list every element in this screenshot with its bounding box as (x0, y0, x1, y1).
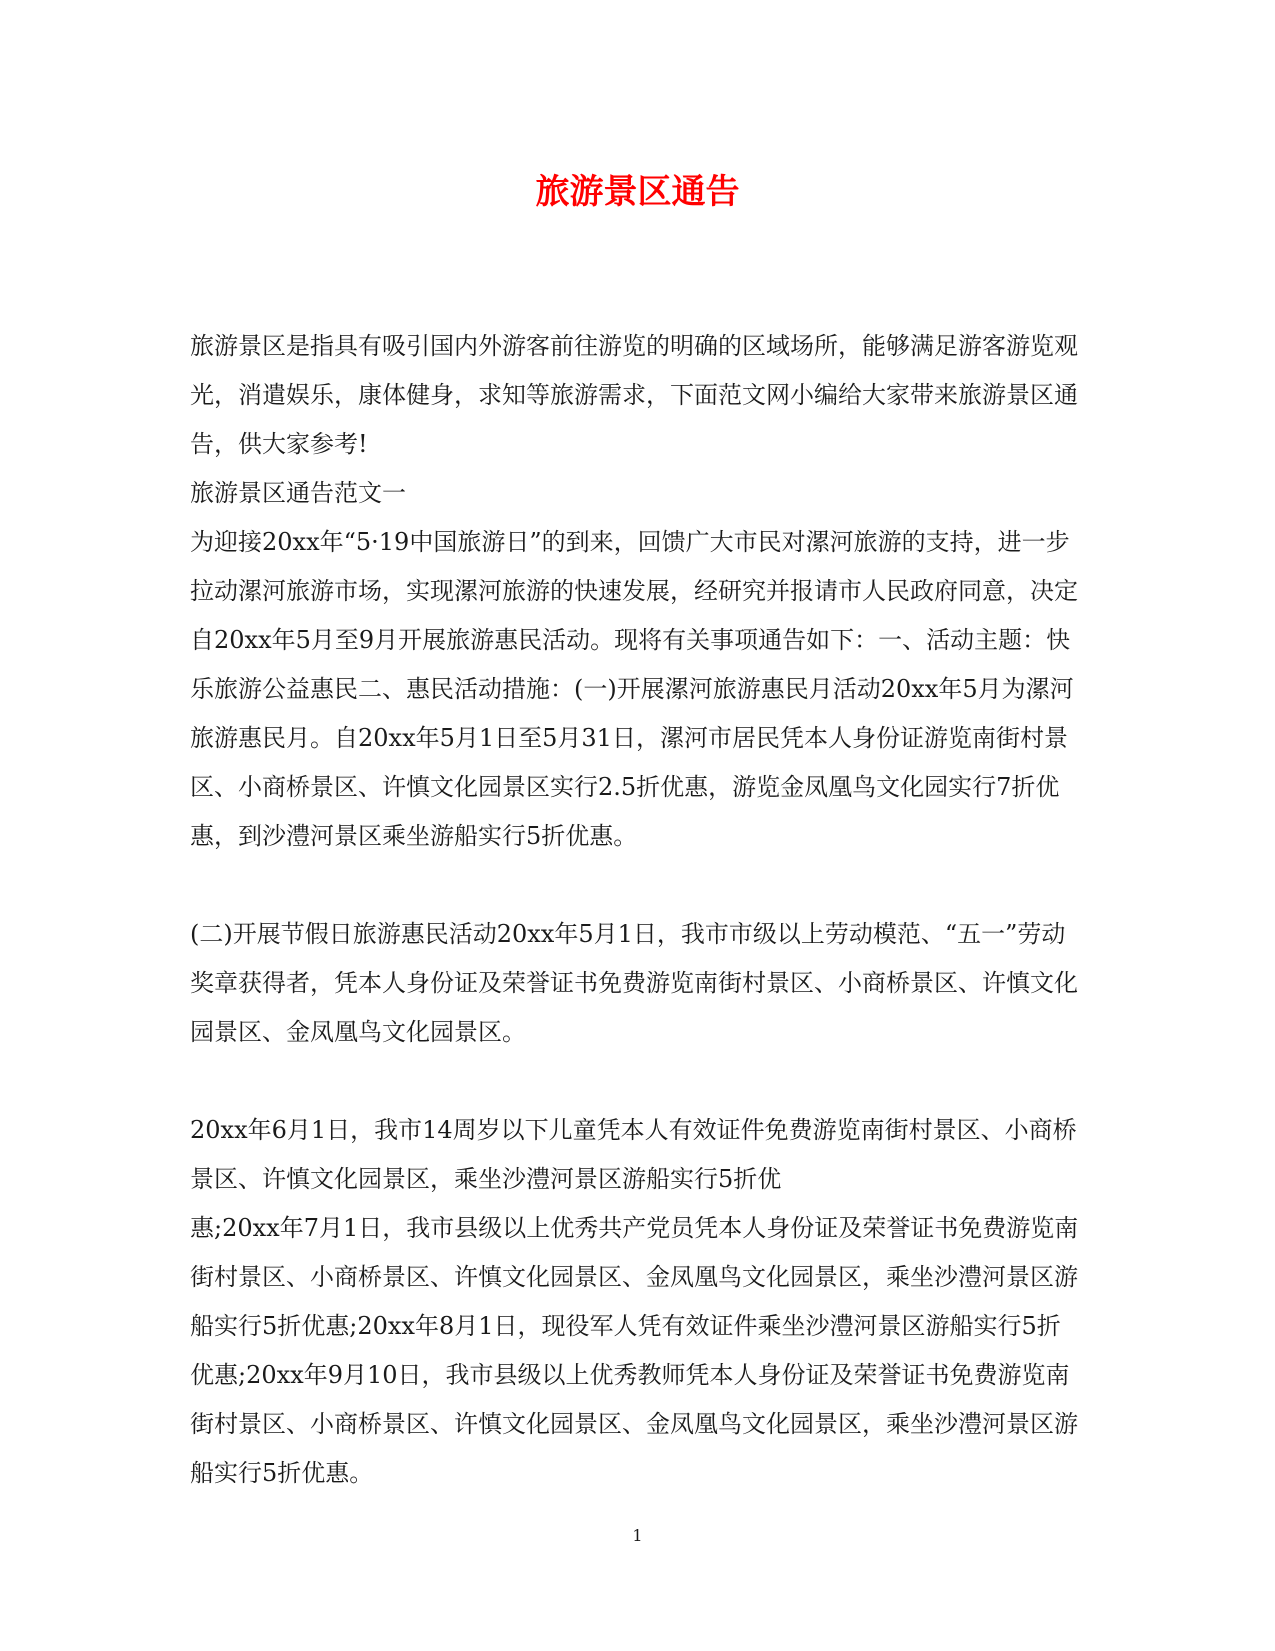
page-number: 1 (632, 1526, 643, 1545)
holiday-paragraph: (二)开展节假日旅游惠民活动20xx年5月1日，我市市级以上劳动模范、“五一”劳动奖章获得者，凭本人身份证及荣誉证书免费游览南街村景区、小商桥景区、许慎文化园景区、金凤凰鸟文化园景区。 (190, 920, 1078, 1046)
notice-paragraph: 为迎接20xx年“5·19中国旅游日”的到来，回馈广大市民对漯河旅游的支持，进一步拉动漯河旅游市场，实现漯河旅游的快速发展，经研究并报请市人民政府同意，决定自20xx年5月至9月开展旅游惠民活动。现将有关事项通告如下：一、活动主题：快乐旅游公益惠民二、惠民活动措施：(一)开展漯河旅游惠民月活动20xx年5月为漯河旅游惠民月。自20xx年5月1日至5月31日，漯河市居民凭本人身份证游览南街村景区、小商桥景区、许慎文化园景区实行2.5折优惠，游览金凤凰鸟文化园实行7折优惠，到沙澧河景区乘坐游船实行5折优惠。 (190, 528, 1078, 850)
other-dates-paragraph: 惠;20xx年7月1日，我市县级以上优秀共产党员凭本人身份证及荣誉证书免费游览南街村景区、小商桥景区、许慎文化园景区、金凤凰鸟文化园景区，乘坐沙澧河景区游船实行5折优惠;20xx年8月1日，现役军人凭有效证件乘坐沙澧河景区游船实行5折优惠;20xx年9月10日，我市县级以上优秀教师凭本人身份证及荣誉证书免费游览南街村景区、小商桥景区、许慎文化园景区、金凤凰鸟文化园景区，乘坐沙澧河景区游船实行5折优惠。 (190, 1214, 1079, 1487)
intro-paragraph: 旅游景区是指具有吸引国内外游客前往游览的明确的区域场所，能够满足游客游览观光，消遣娱乐，康体健身，求知等旅游需求，下面范文网小编给大家带来旅游景区通告，供大家参考! (190, 332, 1078, 458)
paragraph-gap (190, 861, 1080, 910)
document-title: 旅游景区通告 (535, 172, 740, 212)
childrens-day-paragraph: 20xx年6月1日，我市14周岁以下儿童凭本人有效证件免费游览南街村景区、小商桥景区、许慎文化园景区，乘坐沙澧河景区游船实行5折优 (190, 1116, 1077, 1193)
section-heading: 旅游景区通告范文一 (190, 479, 406, 507)
paragraph-gap (190, 1057, 1080, 1106)
document-body (190, 322, 1080, 1498)
